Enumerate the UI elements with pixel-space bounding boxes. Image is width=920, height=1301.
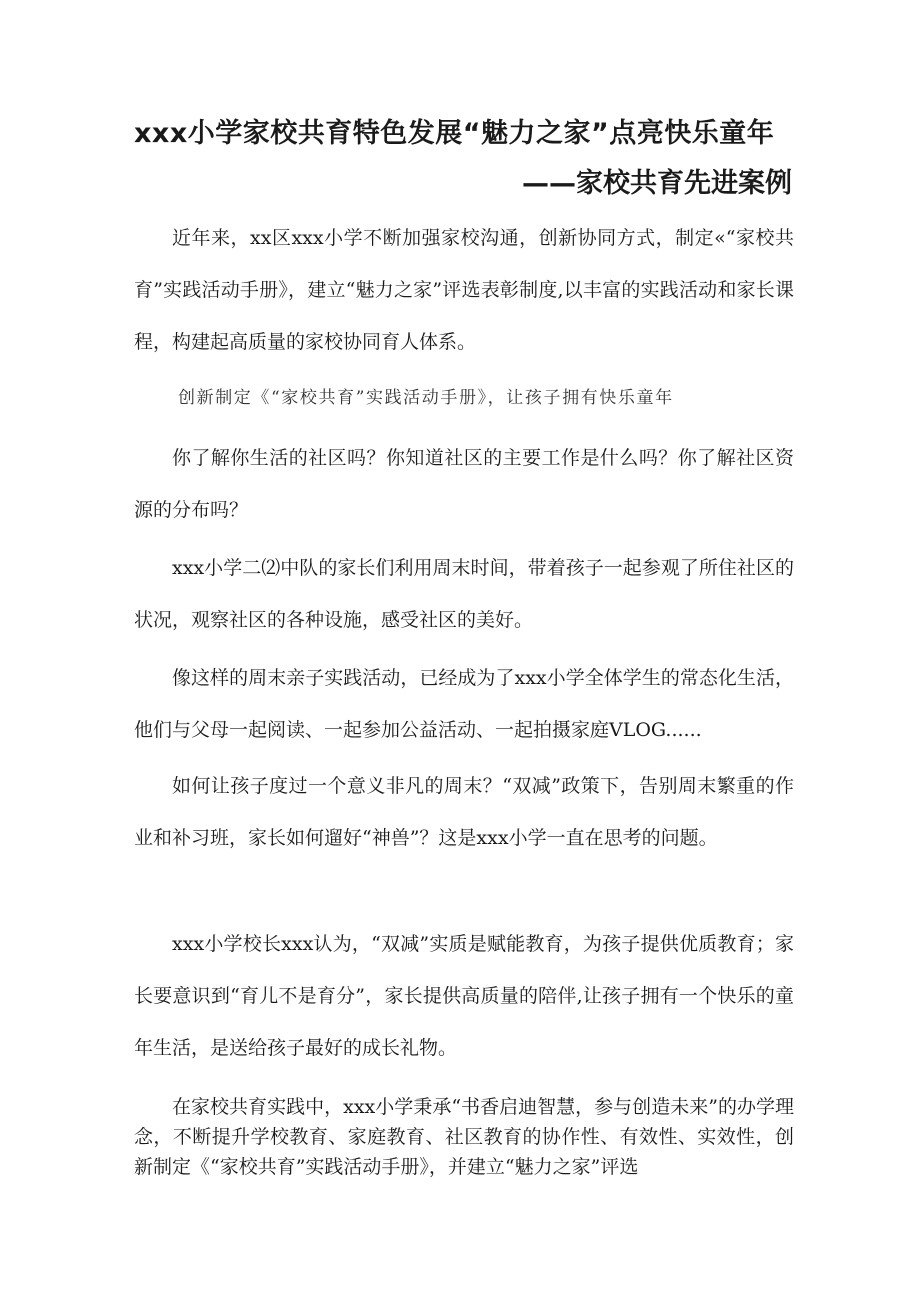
paragraph-intro: 近年来，xx区xxx小学不断加强家校沟通，创新协同方式，制定«“家校共育”实践活动手册》，建立“魅力之家”评选表彰制度,以丰富的实践活动和家长课程，构建起高质量的家校协同育人体系。 <box>134 227 794 353</box>
document-title-line2: ——家校共育先进案例 <box>522 168 792 199</box>
document-title-line1: xxx小学家校共育特色发展“魅力之家”点亮快乐童年 <box>134 118 775 149</box>
paragraph-double-reduction: 如何让孩子度过一个意义非凡的周末？“双减”政策下，告别周末繁重的作业和补习班，家长如何遛好“神兽”？这是xxx小学一直在思考的问题。 <box>134 775 794 849</box>
section-subheading: 创新制定《“家校共育”实践活动手册》，让孩子拥有快乐童年 <box>178 388 674 408</box>
paragraph-principal-view: xxx小学校长xxx认为，“双减”实质是赋能教育，为孩子提供优质教育；家长要意识到“育儿不是育分”，家长提供高质量的陪伴,让孩子拥有一个快乐的童年生活，是送给孩子最好的成长礼物。 <box>134 933 794 1059</box>
paragraph-practice-philosophy: 在家校共育实践中，xxx小学秉承“书香启迪智慧，参与创造未来”的办学理念，不断提升学校教育、家庭教育、社区教育的协作性、有效性、实效性，创新制定《“家校共育”实践活动手册》，并建立“魅力之家”评选 <box>134 1096 794 1178</box>
paragraph-weekend-practice: 像这样的周末亲子实践活动，已经成为了xxx小学全体学生的常态化生活，他们与父母一起阅读、一起参加公益活动、一起拍摄家庭VLOG...... <box>134 667 794 741</box>
paragraph-questions: 你了解你生活的社区吗？你知道社区的主要工作是什么吗？你了解社区资源的分布吗？ <box>134 447 794 521</box>
paragraph-community-visit: xxx小学二⑵中队的家长们利用周末时间，带着孩子一起参观了所住社区的状况，观察社区的各种设施，感受社区的美好。 <box>134 557 794 631</box>
